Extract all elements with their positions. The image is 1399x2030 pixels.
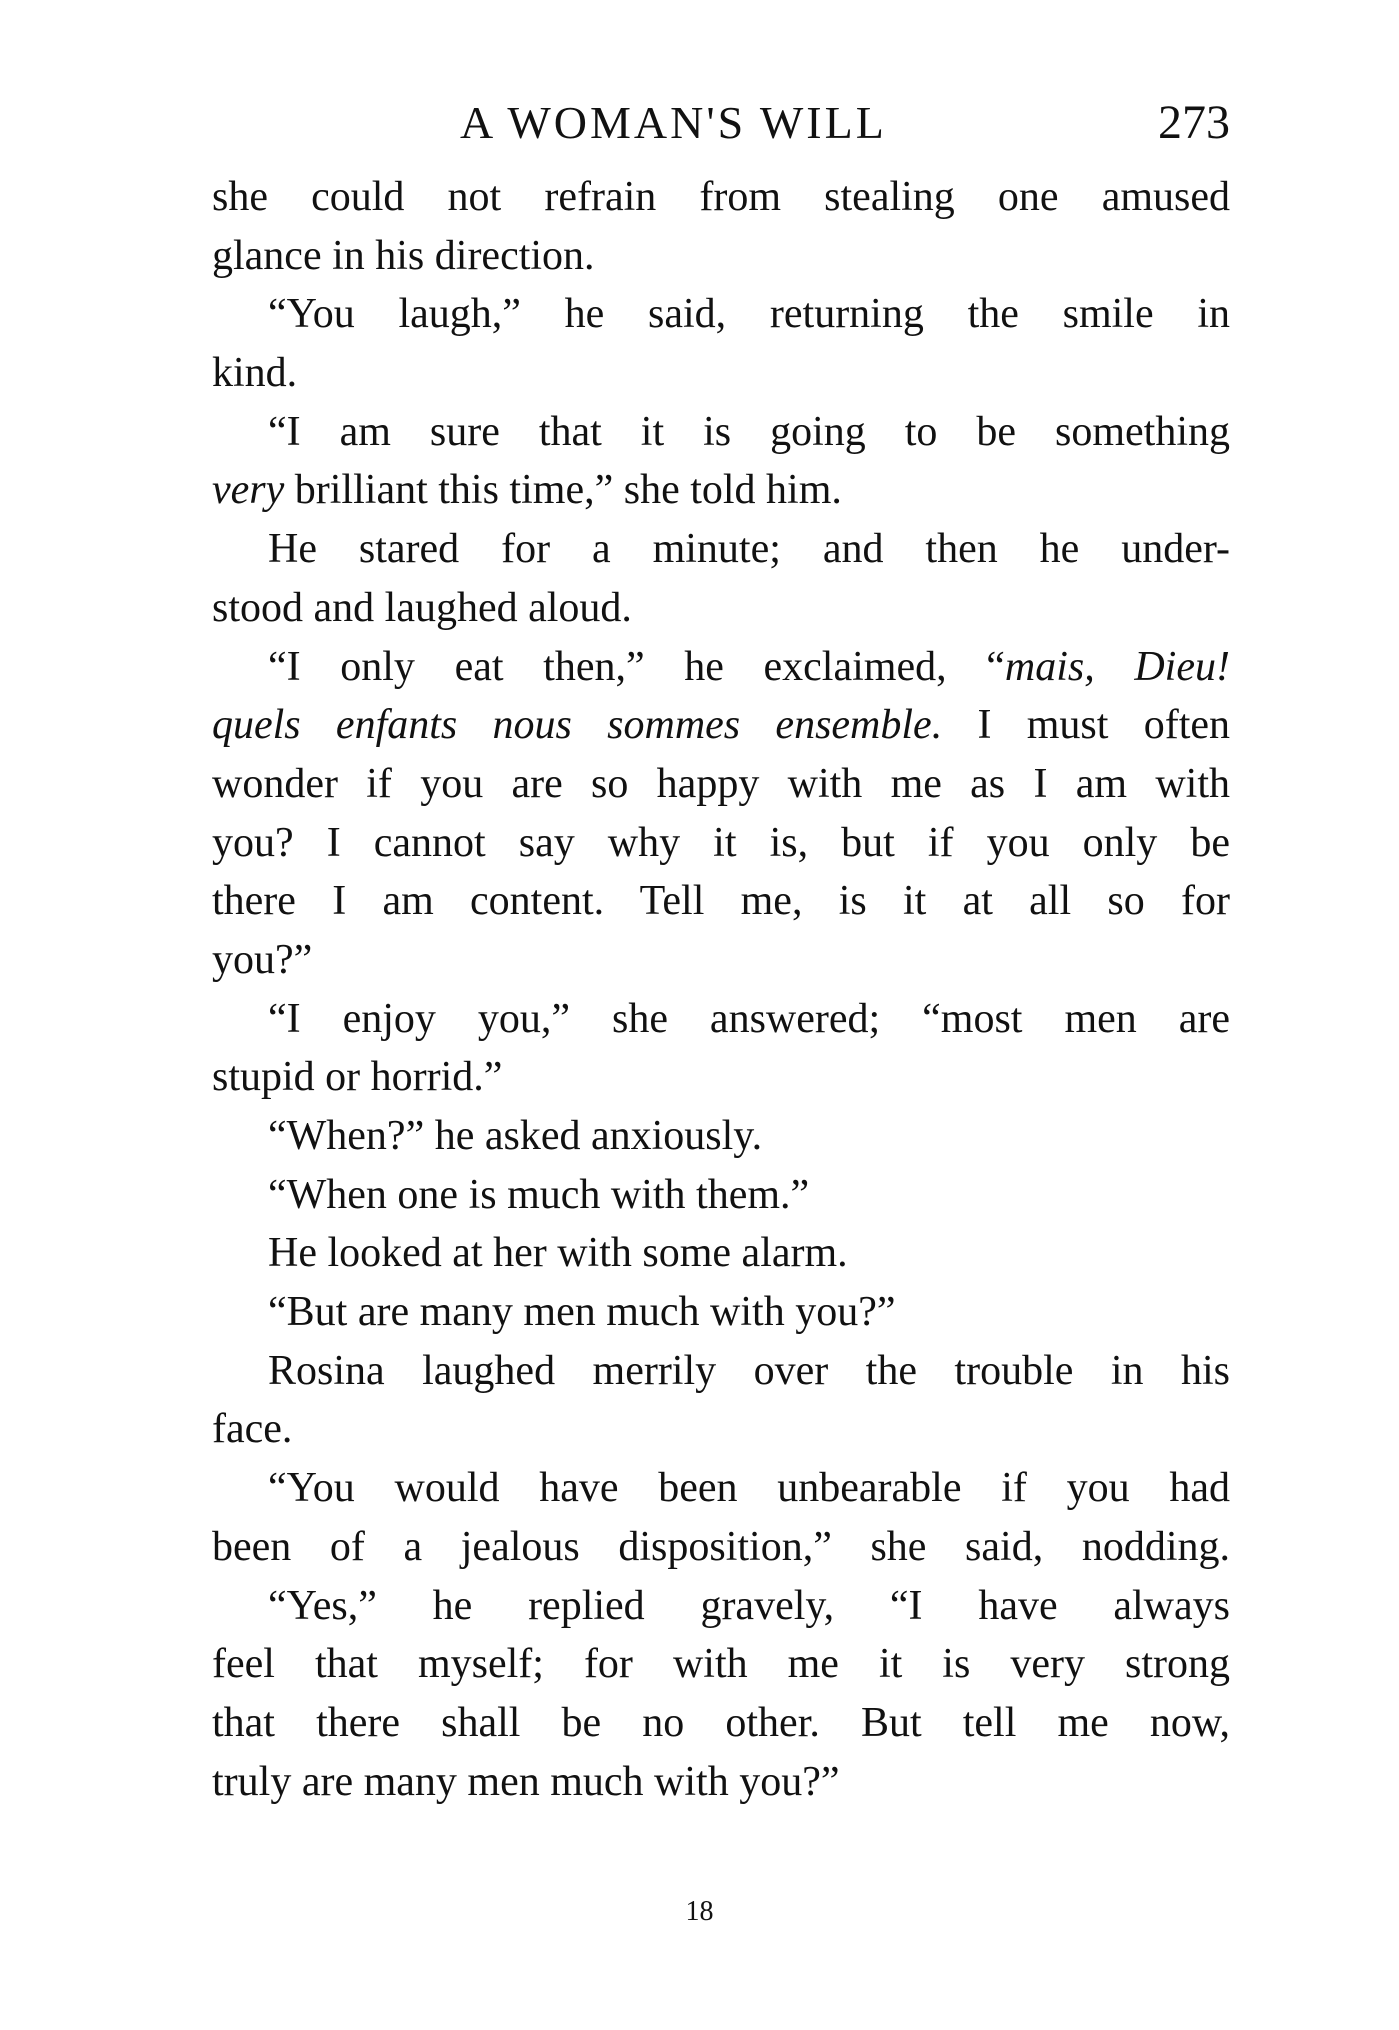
text-segment: He stared for a minute; and then he under- xyxy=(268,526,1230,573)
running-title: A WOMAN'S WILL xyxy=(460,97,887,148)
text-segment: there I am content. Tell me, is it at all so for xyxy=(212,878,1230,925)
text-segment: stood and laughed aloud. xyxy=(212,584,632,631)
text-segment: feel that myself; for with me it is very strong xyxy=(212,1641,1230,1688)
text-line xyxy=(212,168,1230,227)
text-line xyxy=(212,931,1230,990)
text-segment: truly are many men much with you?” xyxy=(212,1758,840,1805)
text-segment: she could not refrain from stealing one amused xyxy=(212,174,1230,220)
text-line xyxy=(212,755,1230,814)
text-segment: that there shall be no other. But tell me now, xyxy=(212,1699,1230,1746)
text-line xyxy=(212,285,1230,344)
signature-mark: 18 xyxy=(685,1896,714,1927)
text-segment: Rosina laughed merrily over the trouble in his xyxy=(268,1347,1230,1394)
text-segment: “Yes,” he replied gravely, “I have always xyxy=(268,1582,1230,1629)
text-line xyxy=(212,1694,1230,1753)
text-line xyxy=(212,696,1230,755)
text-line xyxy=(212,990,1230,1049)
text-segment: “I only eat then,” he exclaimed, “ xyxy=(268,643,1005,690)
text-line xyxy=(212,1400,1230,1459)
text-line xyxy=(212,520,1230,579)
text-segment: “I enjoy you,” she answered; “most men are xyxy=(268,995,1230,1042)
text-line xyxy=(212,1577,1230,1636)
text-segment: “I am sure that it is going to be something xyxy=(268,408,1230,455)
text-line xyxy=(212,579,1230,638)
text-segment: wonder if you are so happy with me as I am with xyxy=(212,760,1230,807)
page-number: 273 xyxy=(1158,96,1230,149)
text-line xyxy=(212,638,1230,697)
text-line xyxy=(212,872,1230,931)
text-line xyxy=(212,403,1230,462)
text-segment: “When?” he asked anxiously. xyxy=(268,1113,763,1159)
text-segment: glance in his direction. xyxy=(212,232,595,279)
text-line xyxy=(212,1518,1230,1577)
text-line xyxy=(212,1166,1230,1225)
running-head xyxy=(212,88,1230,158)
text-line xyxy=(212,1753,1230,1812)
text-segment: you?” xyxy=(212,936,313,983)
italic-text-segment: very xyxy=(212,467,285,514)
text-line xyxy=(212,1283,1230,1342)
body-text xyxy=(212,168,1230,1811)
text-segment: He looked at her with some alarm. xyxy=(268,1230,848,1277)
text-segment: stupid or horrid.” xyxy=(212,1054,503,1101)
text-segment: kind. xyxy=(212,350,298,397)
text-segment: “When one is much with them.” xyxy=(268,1171,810,1218)
text-line xyxy=(212,461,1230,520)
text-line xyxy=(212,1048,1230,1107)
text-segment: “You would have been unbearable if you had xyxy=(268,1465,1230,1512)
text-line xyxy=(212,1635,1230,1694)
text-segment: brilliant this time,” she told him. xyxy=(284,467,842,514)
text-segment: “You laugh,” he said, returning the smile in xyxy=(268,291,1230,338)
italic-text-segment: mais, Dieu! xyxy=(1004,643,1230,690)
text-line xyxy=(212,1459,1230,1518)
text-line xyxy=(212,814,1230,873)
text-segment: face. xyxy=(212,1406,293,1453)
text-line xyxy=(212,344,1230,403)
text-segment: I must often xyxy=(942,702,1230,749)
text-segment: you? I cannot say why it is, but if you only be xyxy=(212,819,1230,866)
text-line xyxy=(212,1107,1230,1166)
italic-text-segment: quels enfants nous sommes ensemble. xyxy=(212,702,943,749)
text-segment: “But are many men much with you?” xyxy=(268,1289,896,1336)
text-line xyxy=(212,1342,1230,1401)
text-line xyxy=(212,1224,1230,1283)
text-segment: been of a jealous disposition,” she said, nodding. xyxy=(212,1523,1230,1570)
text-line xyxy=(212,227,1230,286)
